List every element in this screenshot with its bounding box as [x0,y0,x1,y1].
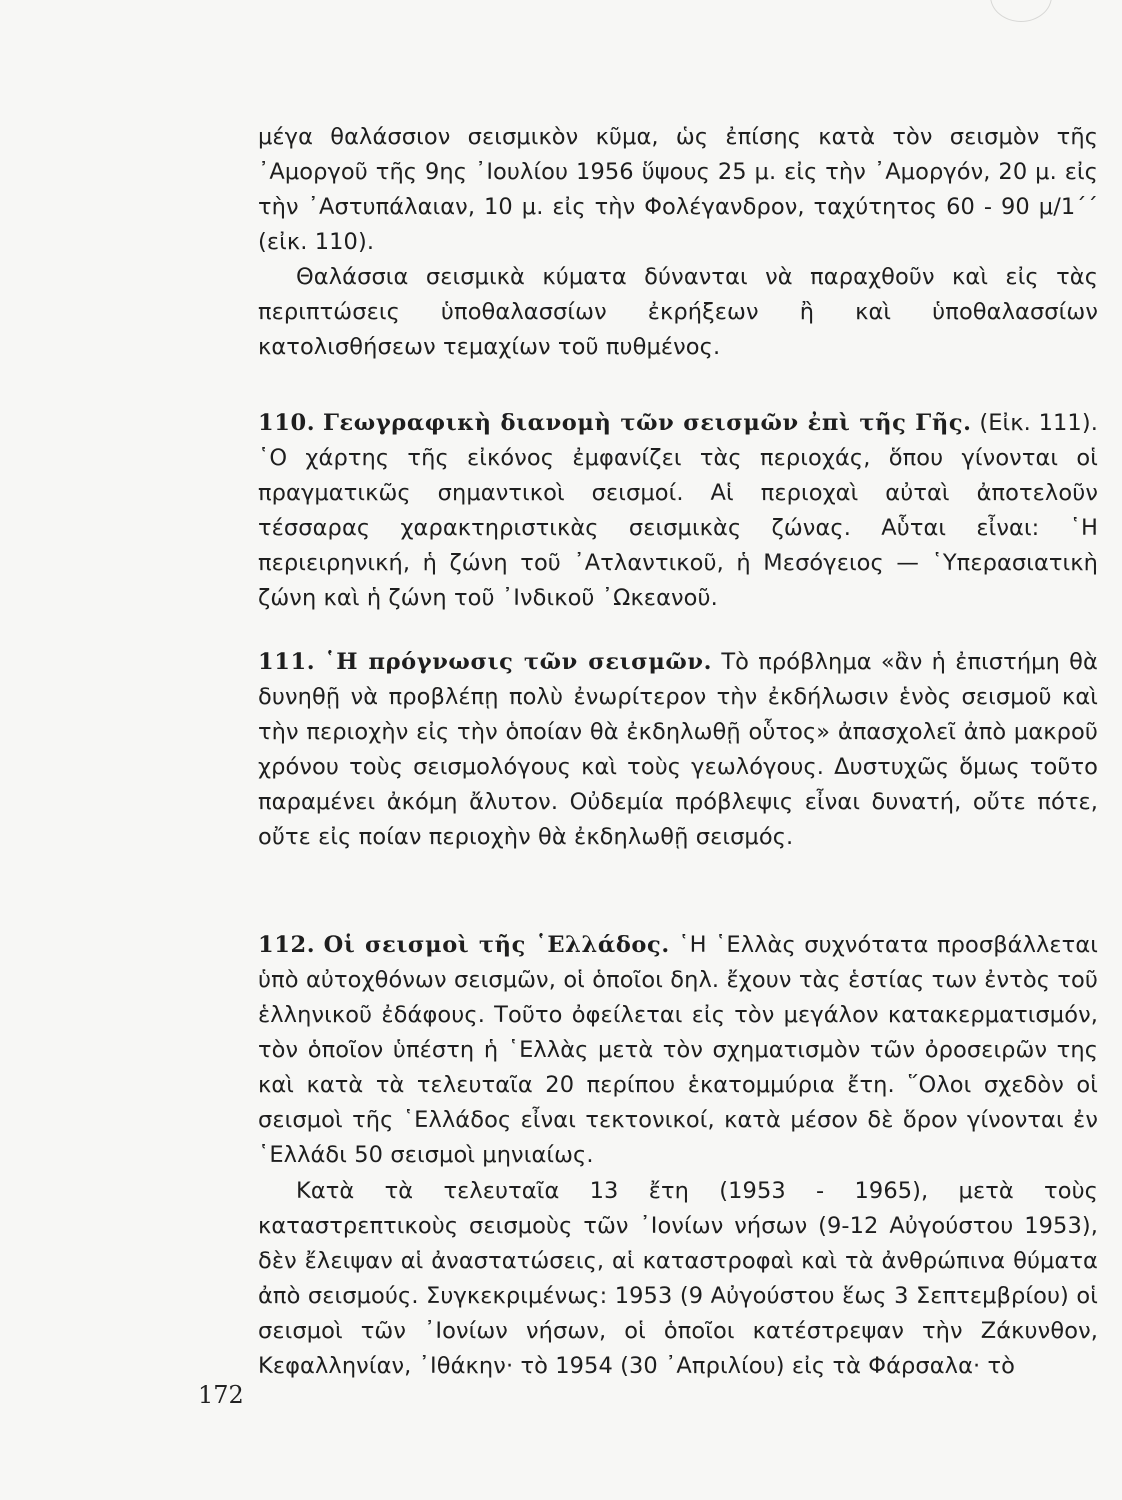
paragraph-continuation [258,120,1098,260]
paragraph-text: Θαλάσσια σεισμικὰ κύματα δύνανται νὰ παραχθοῦν καὶ εἰς τὰς περιπτώσεις ὑποθαλασσίων ἐκρήξεων ἢ καὶ ὑποθαλασσίων κατολισθήσεων τεμαχίων τοῦ πυθμένος. [258,263,1098,360]
paragraph-text: Κατὰ τὰ τελευταῖα 13 ἔτη (1953 - 1965), μετὰ τοὺς καταστρεπτικοὺς σεισμοὺς τῶν ᾿Ιονίων νήσων (9-12 Αὐγούστου 1953), δὲν ἔλειψαν αἱ ἀναστατώσεις, αἱ καταστροφαὶ καὶ τὰ ἀνθρώπινα θύματα ἀπὸ σεισμούς. Συγκεκριμένως: 1953 (9 Αὐγούστου ἕως 3 Σεπτεμβρίου) οἱ σεισμοὶ τῶν ᾿Ιονίων νήσων, οἱ ὁποῖοι κατέστρεψαν τὴν Ζάκυνθον, Κεφαλληνίαν, ᾿Ιθάκην· τὸ 1954 (30 ᾿Απριλίου) εἰς τὰ Φάρσαλα· τὸ [258,1177,1098,1379]
corner-mark [990,0,1052,22]
paragraph-recent-earthquakes [258,1174,1098,1384]
section-number: 110. [258,409,316,436]
page-number: 172 [198,1381,244,1409]
section-111 [258,645,1098,855]
section-110 [258,406,1098,616]
paragraph-text: μέγα θαλάσσιον σεισμικὸν κῦμα, ὡς ἐπίσης κατὰ τὸν σεισμὸν τῆς ᾿Αμοργοῦ τῆς 9ης ᾿Ιουλίου 1956 ὕψους 25 μ. εἰς τὴν ᾿Αμοργόν, 20 μ. εἰς τὴν ᾿Αστυπάλαιαν, 10 μ. εἰς τὴν Φολέγανδρον, ταχύτητος 60 - 90 μ/1΄΄ (εἰκ. 110). [258,123,1098,255]
paragraph-underwater-waves [258,260,1098,365]
section-112 [258,928,1098,1173]
section-title: Γεωγραφικὴ διανομὴ τῶν σεισμῶν ἐπὶ τῆς Γῆς. [322,409,972,436]
section-title: Οἱ σεισμοὶ τῆς ῾Ελλάδος. [323,931,670,958]
section-body: Τὸ πρόβλημα «ἂν ἡ ἐπιστήμη θὰ δυνηθῇ νὰ προβλέπῃ πολὺ ἐνωρίτερον τὴν ἐκδήλωσιν ἑνὸς σεισμοῦ καὶ τὴν περιοχὴν εἰς τὴν ὁποίαν θὰ ἐκδηλωθῇ οὗτος» ἀπασχολεῖ ἀπὸ μακροῦ χρόνου τοὺς σεισμολόγους καὶ τοὺς γεωλόγους. Δυστυχῶς ὅμως τοῦτο παραμένει ἀκόμη ἄλυτον. Οὐδεμία πρόβλεψις εἶναι δυνατή, οὔτε πότε, οὔτε εἰς ποίαν περιοχὴν θὰ ἐκδηλωθῇ σεισμός. [258,648,1098,850]
section-number: 111. [258,648,316,675]
section-body: (Εἰκ. 111). ῾Ο χάρτης τῆς εἰκόνος ἐμφανίζει τὰς περιοχάς, ὅπου γίνονται οἱ πραγματικῶς σημαντικοὶ σεισμοί. Αἱ περιοχαὶ αὐταὶ ἀποτελοῦν τέσσαρας χαρακτηριστικὰς σεισμικὰς ζώνας. Αὗται εἶναι: ῾Η περιειρηνική, ἡ ζώνη τοῦ ᾿Ατλαντικοῦ, ἡ Μεσόγειος — ῾Υπερασιατικὴ ζώνη καὶ ἡ ζώνη τοῦ ᾿Ινδικοῦ ᾿Ωκεανοῦ. [258,409,1098,611]
section-number: 112. [258,931,316,958]
section-title: ῾Η πρόγνωσις τῶν σεισμῶν. [324,648,713,675]
section-body: ῾Η ῾Ελλὰς συχνότατα προσβάλλεται ὑπὸ αὐτοχθόνων σεισμῶν, οἱ ὁποῖοι δηλ. ἔχουν τὰς ἑστίας των ἐντὸς τοῦ ἑλληνικοῦ ἐδάφους. Τοῦτο ὀφείλεται εἰς τὸν μεγάλον κατακερματισμόν, τὸν ὁποῖον ὑπέστη ἡ ῾Ελλὰς μετὰ τὸν σχηματισμὸν τῶν ὀροσειρῶν της καὶ κατὰ τὰ τελευταῖα 20 περίπου ἑκατομμύρια ἔτη. ῞Ολοι σχεδὸν οἱ σεισμοὶ τῆς ῾Ελλάδος εἶναι τεκτονικοί, κατὰ μέσον δὲ ὅρον γίνονται ἐν ῾Ελλάδι 50 σεισμοὶ μηνιαίως. [258,931,1098,1168]
